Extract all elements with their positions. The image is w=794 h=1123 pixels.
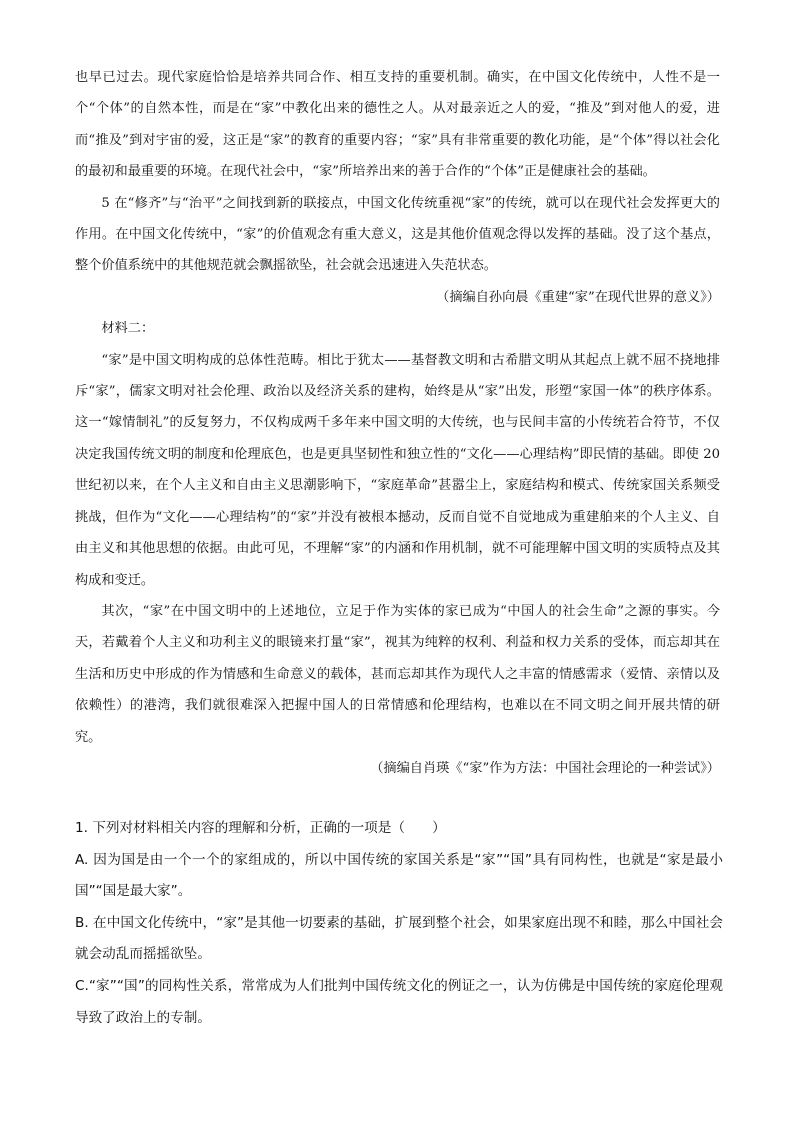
material-one-paragraph-4: 也早已过去。现代家庭恰恰是培养共同合作、相互支持的重要机制。确实，在中国文化传统中，人性不是一个“个体”的自然本性，而是在“家”中教化出来的德性之人。从对最亲近之人的爱，“推及”到对他人的爱，进而“推及”到对宇宙的爱，这正是“家”的教育的重要内容；“家”具有非常重要的教化功能，是“个体”得以社会化的最初和最重要的环境。在现代社会中，“家”所培养出来的善于合作的“个体”正是健康社会的基础。 (75, 70, 720, 180)
material-two-source: （摘编自肖瑛《“家”作为方法：中国社会理论的一种尝试》） (370, 760, 720, 776)
question-1-option-b: B. 在中国文化传统中，“家”是其他一切要素的基础，扩展到整个社会，如果家庭出现不和睦，那么中国社会就会动乱而摇摇欲坠。 (75, 914, 723, 963)
material-two-heading: 材料二： (101, 321, 155, 337)
material-two-paragraph-2: 其次，“家”在中国文明中的上述地位，立足于作为实体的家已成为“中国人的社会生命”之源的事实。今天，若戴着个人主义和功利主义的眼镜来打量“家”，视其为纯粹的权利、利益和权力关系的受体，而忘却其在生活和历史中形成的作为情感和生命意义的载体，甚而忘却其作为现代人之丰富的情感需求（爱情、亲情以及依赖性）的港湾，我们就很难深入把握中国人的日常情感和伦理结构，也难以在不同文明之间开展共情的研究。 (75, 603, 720, 745)
material-one-paragraph-5: 5 在“修齐”与“治平”之间找到新的联接点，中国文化传统重视“家”的传统，就可以在现代社会发挥更大的作用。在中国文化传统中，“家”的价值观念有重大意义，这是其他价值观念得以发挥的基础。没了这个基点，整个价值系统中的其他规范就会飘摇欲坠，社会就会迅速进入失范状态。 (75, 195, 720, 274)
question-block (75, 813, 723, 1034)
question-1-stem: 1. 下列对材料相关内容的理解和分析，正确的一项是（ ） (75, 820, 446, 836)
question-1-option-a: A. 因为国是由一个一个的家组成的，所以中国传统的家国关系是“家”“国”具有同构性，也就是“家是最小国”“国是最大家”。 (75, 851, 723, 900)
reading-passage (75, 62, 720, 784)
question-1-option-c: C.“家”“国”的同构性关系，常常成为人们批判中国传统文化的例证之一，认为仿佛是中国传统的家庭伦理观导致了政治上的专制。 (75, 977, 723, 1026)
material-one-source: （摘编自孙向晨《重建“家”在现代世界的意义》） (436, 289, 720, 305)
material-two-paragraph-1: “家”是中国文明构成的总体性范畴。相比于犹太——基督教文明和古希腊文明从其起点上就不屈不挠地排斥“家”，儒家文明对社会伦理、政治以及经济关系的建构，始终是从“家”出发，形塑“家国一体”的秩序体系。这一“嫁情制礼”的反复努力，不仅构成两千多年来中国文明的大传统，也与民间丰富的小传统若合符节，不仅决定我国传统文明的制度和伦理底色，也是更具坚韧性和独立性的“文化——心理结构”即民情的基础。即使 20 世纪初以来，在个人主义和自由主义思潮影响下，“家庭革命”甚嚣尘上，家庭结构和模式、传统家国关系频受挑战，但作为“文化——心理结构”的“家”并没有被根本撼动，反而自觉不自觉地成为重建舶来的个人主义、自由主义和其他思想的依据。由此可见，不理解“家”的内涵和作用机制，就不可能理解中国文明的实质特点及其构成和变迁。 (75, 352, 720, 588)
